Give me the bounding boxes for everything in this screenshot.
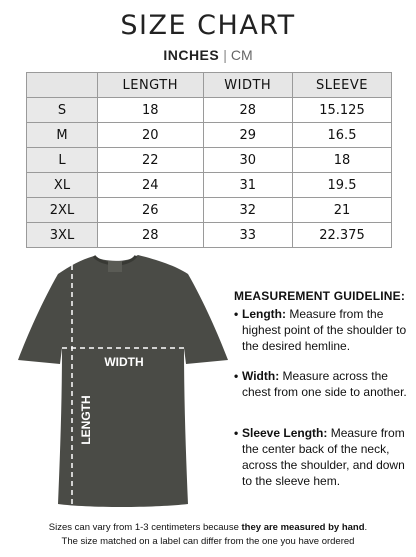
unit-toggle bbox=[0, 47, 416, 63]
sleeve-value: 21 bbox=[292, 198, 391, 223]
sleeve-value: 16.5 bbox=[292, 123, 391, 148]
table-row bbox=[27, 198, 392, 223]
width-label: WIDTH bbox=[104, 355, 144, 369]
width-value: 30 bbox=[203, 148, 292, 173]
column-header-width: WIDTH bbox=[203, 73, 292, 98]
length-value: 18 bbox=[98, 98, 204, 123]
tshirt-shape bbox=[18, 255, 228, 507]
size-label: S bbox=[27, 98, 98, 123]
length-label: LENGTH bbox=[79, 395, 93, 445]
guideline-term: Sleeve Length: bbox=[242, 426, 328, 440]
guideline-text: Measure from the center back of the neck, across the shoulder, and down to the sleeve hem. bbox=[242, 426, 405, 488]
sleeve-value: 18 bbox=[292, 148, 391, 173]
guideline-text: Measure across the chest from one side to another. bbox=[242, 369, 407, 399]
sleeve-value: 19.5 bbox=[292, 173, 391, 198]
size-table bbox=[26, 72, 392, 248]
guideline-width bbox=[234, 368, 412, 400]
unit-cm[interactable]: CM bbox=[230, 47, 253, 63]
sleeve-value: 15.125 bbox=[292, 98, 391, 123]
guideline-length bbox=[234, 306, 412, 354]
size-label: L bbox=[27, 148, 98, 173]
length-value: 20 bbox=[98, 123, 204, 148]
width-value: 31 bbox=[203, 173, 292, 198]
table-row bbox=[27, 223, 392, 248]
size-label: 2XL bbox=[27, 198, 98, 223]
footer-disclaimer: The size matched on a label can differ from the one you have ordered bbox=[61, 536, 355, 547]
bullet-icon: • bbox=[234, 426, 239, 440]
tshirt-illustration bbox=[8, 252, 239, 510]
footer-text: Sizes can vary from 1-3 centimeters because bbox=[48, 522, 242, 533]
table-row bbox=[27, 123, 392, 148]
bullet-icon: • bbox=[234, 369, 239, 383]
width-value: 29 bbox=[203, 123, 292, 148]
column-header-sleeve: SLEEVE bbox=[292, 73, 391, 98]
unit-inches[interactable]: INCHES bbox=[163, 47, 220, 63]
page-title: SIZE CHART bbox=[120, 10, 296, 41]
size-label: XL bbox=[27, 173, 98, 198]
guideline-text: Measure from the highest point of the shoulder to the desired hemline. bbox=[242, 307, 407, 353]
guideline-term: Length: bbox=[242, 307, 286, 321]
neck-label bbox=[108, 261, 122, 272]
footer-note bbox=[0, 522, 416, 533]
guideline-sleeve bbox=[234, 425, 412, 489]
length-value: 28 bbox=[98, 223, 204, 248]
width-value: 33 bbox=[203, 223, 292, 248]
width-value: 28 bbox=[203, 98, 292, 123]
length-value: 26 bbox=[98, 198, 204, 223]
unit-separator: | bbox=[223, 47, 227, 63]
bullet-icon: • bbox=[234, 307, 239, 321]
table-row bbox=[27, 148, 392, 173]
table-corner-cell bbox=[27, 73, 98, 98]
width-value: 32 bbox=[203, 198, 292, 223]
length-value: 24 bbox=[98, 173, 204, 198]
table-row bbox=[27, 98, 392, 123]
table-row bbox=[27, 173, 392, 198]
column-header-length: LENGTH bbox=[98, 73, 204, 98]
size-label: 3XL bbox=[27, 223, 98, 248]
length-value: 22 bbox=[98, 148, 204, 173]
guideline-title: MEASUREMENT GUIDELINE: bbox=[234, 289, 406, 303]
table-header-row bbox=[27, 73, 392, 98]
sleeve-value: 22.375 bbox=[292, 223, 391, 248]
footer-period: . bbox=[364, 522, 368, 533]
size-label: M bbox=[27, 123, 98, 148]
guideline-term: Width: bbox=[242, 369, 280, 383]
footer-emphasis: they are measured by hand bbox=[241, 522, 365, 533]
